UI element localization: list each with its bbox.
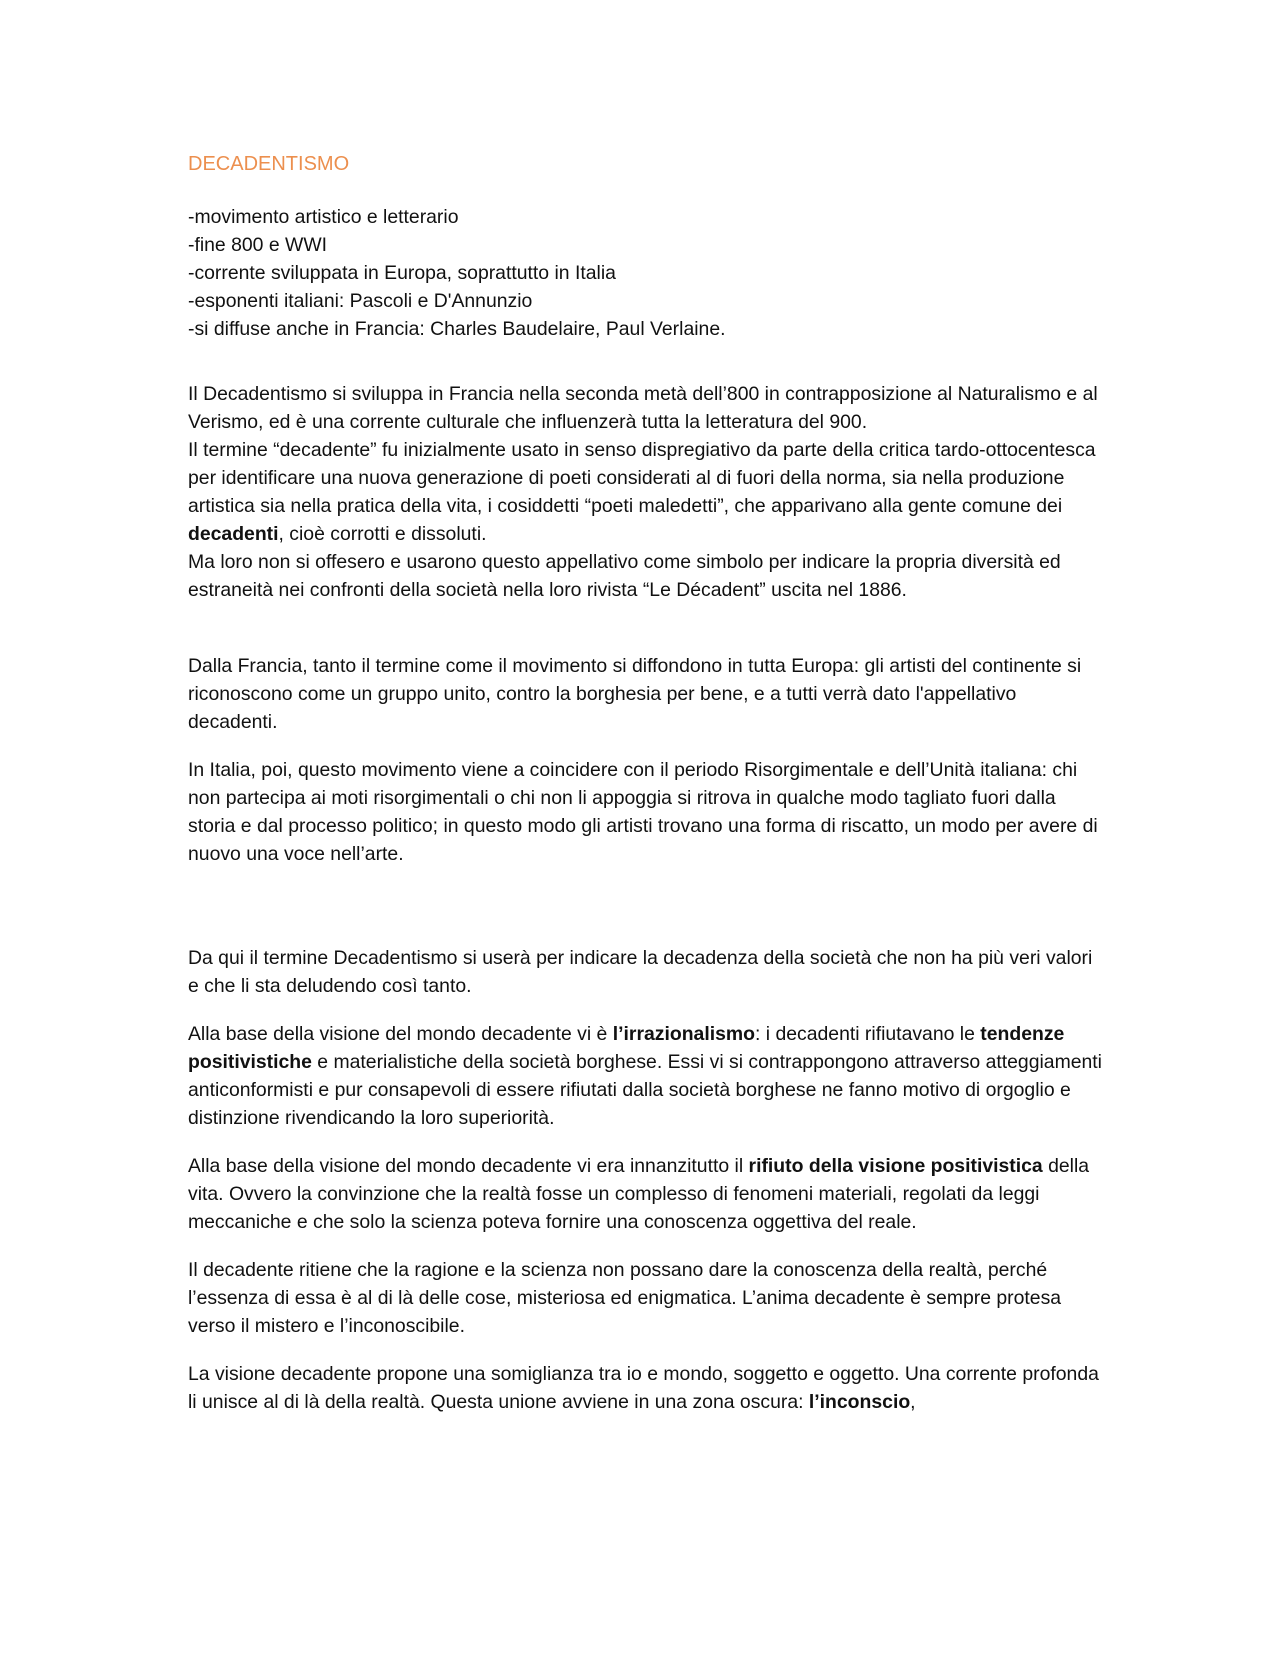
paragraph-positivism (188, 1152, 1108, 1236)
bold-term: l’irrazionalismo (612, 1023, 755, 1045)
text-run: e materialistiche della società borghese. Essi vi si contrappongono attraverso atteggiamenti anticonformisti e pur consapevoli di essere rifiutati dalla società borghese ne fanno motivo di orgoglio e distinzione rivendicando la loro superiorità. (188, 1051, 1102, 1129)
document-page (188, 150, 1108, 1416)
list-item: -esponenti italiani: Pascoli e D'Annunzio (188, 290, 533, 312)
text-run: Ma loro non si offesero e usarono questo appellativo come simbolo per indicare la propria diversità ed estraneità nei confronti della società nella loro rivista “Le Décadent” uscita nel 1886. (188, 551, 1061, 601)
text-run: , (910, 1391, 916, 1413)
text-run: Alla base della visione del mondo decadente vi era innanzitutto il (188, 1155, 749, 1177)
text-run: della vita. Ovvero la convinzione che la realtà fosse un complesso di fenomeni materiali, regolati da leggi meccaniche e che solo la scienza poteva fornire una conoscenza oggettiva del reale. (188, 1155, 1090, 1233)
bold-term: decadenti (188, 523, 279, 545)
paragraph-origins (188, 380, 1108, 604)
paragraph-unconscious (188, 1360, 1108, 1416)
list-item: -si diffuse anche in Francia: Charles Baudelaire, Paul Verlaine. (188, 318, 726, 340)
text-run: La visione decadente propone una somiglianza tra io e mondo, soggetto e oggetto. Una corrente profonda li unisce al di là della realtà. Questa unione avviene in una zona oscura: (188, 1363, 1099, 1413)
list-item: -fine 800 e WWI (188, 234, 328, 256)
document-title: DECADENTISMO (188, 153, 350, 175)
text-run: , cioè corrotti e dissoluti. (278, 523, 487, 545)
paragraph-decadence: Da qui il termine Decadentismo si userà per indicare la decadenza della società che non ha più veri valori e che li sta deludendo così tanto. (188, 947, 1093, 997)
summary-list (188, 203, 1108, 343)
text-run: Il termine “decadente” fu inizialmente usato in senso dispregiativo da parte della critica tardo-ottocentesca per identificare una nuova generazione di poeti considerati al di fuori della norma, sia nella produzione artistica sia nella pratica della vita, i cosiddetti “poeti maledetti”, che apparivano alla gente comune dei (188, 439, 1096, 517)
text-run: Alla base della visione del mondo decadente vi è (188, 1023, 613, 1045)
list-item: -corrente sviluppata in Europa, soprattutto in Italia (188, 262, 616, 284)
text-run: Il Decadentismo si sviluppa in Francia nella seconda metà dell’800 in contrapposizione al Naturalismo e al Verismo, ed è una corrente culturale che influenzerà tutta la letteratura del 900. (188, 383, 1098, 433)
list-item: -movimento artistico e letterario (188, 206, 459, 228)
paragraph-reason: Il decadente ritiene che la ragione e la scienza non possano dare la conoscenza della realtà, perché l’essenza di essa è al di là delle cose, misteriosa ed enigmatica. L’anima decadente è sempre protesa verso il mistero e l’inconoscibile. (188, 1259, 1062, 1337)
bold-term: l’inconscio (808, 1391, 911, 1413)
bold-term: tendenze positivistiche (188, 1023, 1065, 1073)
paragraph-italy: In Italia, poi, questo movimento viene a coincidere con il periodo Risorgimentale e dell’Unità italiana: chi non partecipa ai moti risorgimentali o chi non li appoggia si ritrova in qualche modo tagliato fuori dalla storia e dal processo politico; in questo modo gli artisti trovano una forma di riscatto, un modo per avere di nuovo una voce nell’arte. (188, 759, 1098, 865)
text-run: : i decadenti rifiutavano le (754, 1023, 981, 1045)
paragraph-irrationalism (188, 1020, 1108, 1132)
paragraph-france: Dalla Francia, tanto il termine come il movimento si diffondono in tutta Europa: gli artisti del continente si riconoscono come un gruppo unito, contro la borghesia per bene, e a tutti verrà dato l'appellativo decadenti. (188, 655, 1082, 733)
bold-term: rifiuto della visione positivistica (748, 1155, 1043, 1177)
